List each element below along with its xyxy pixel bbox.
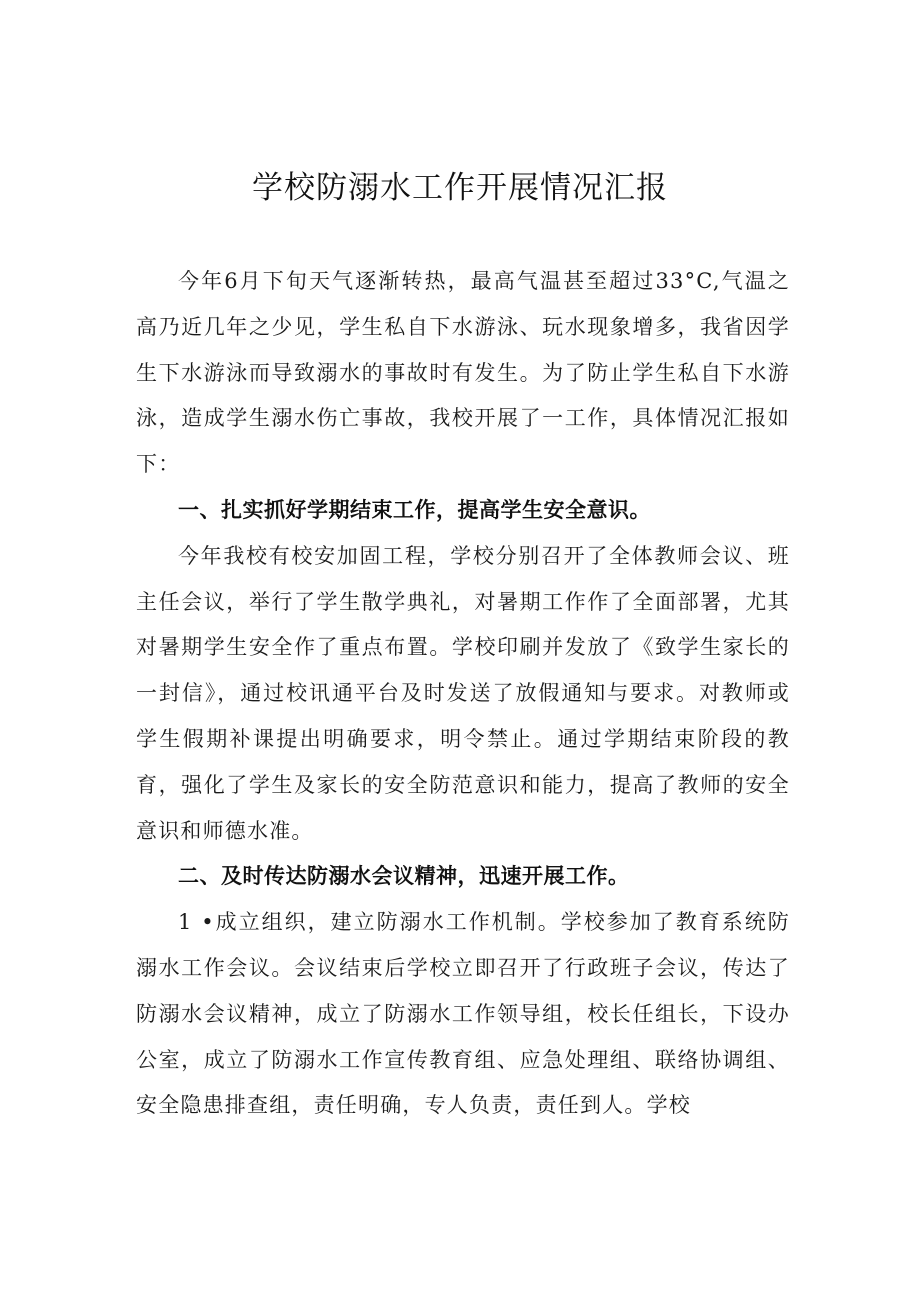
document-body — [136, 259, 790, 1129]
section-heading-2: 二、及时传达防溺水会议精神，迅速开展工作。 — [178, 864, 630, 889]
section-heading-1: 一、扎实抓好学期结束工作，提高学生安全意识。 — [178, 497, 651, 522]
paragraph-section-2-item-1: 1 •成立组织，建立防溺水工作机制。学校参加了教育系统防溺水工作会议。会议结束后学校立即召开了行政班子会议，传达了防溺水会议精神，成立了防溺水工作领导组，校长任组长，下设办公室，成立了防溺水工作宣传教育组、应急处理组、联络协调组、安全隐患排查组，责任明确，专人负责，责任到人。学校 — [136, 910, 790, 1118]
document-title: 学校防溺水工作开展情况汇报 — [252, 170, 668, 206]
paragraph-section-1: 今年我校有校安加固工程，学校分别召开了全体教师会议、班主任会议，举行了学生散学典礼，对暑期工作作了全面部署，尤其对暑期学生安全作了重点布置。学校印刷并发放了《致学生家长的一封信》，通过校讯通平台及时发送了放假通知与要求。对教师或学生假期补课提出明确要求，明令禁止。通过学期结束阶段的教育，强化了学生及家长的安全防范意识和能力，提高了教师的安全意识和师德水准。 — [136, 543, 790, 843]
paragraph-intro: 今年6月下旬天气逐渐转热，最高气温甚至超过33°C,气温之高乃近几年之少见，学生私自下水游泳、玩水现象增多，我省因学生下水游泳而导致溺水的事故时有发生。为了防止学生私自下水游泳，造成学生溺水伤亡事故，我校开展了一工作，具体情况汇报如下： — [136, 269, 790, 477]
